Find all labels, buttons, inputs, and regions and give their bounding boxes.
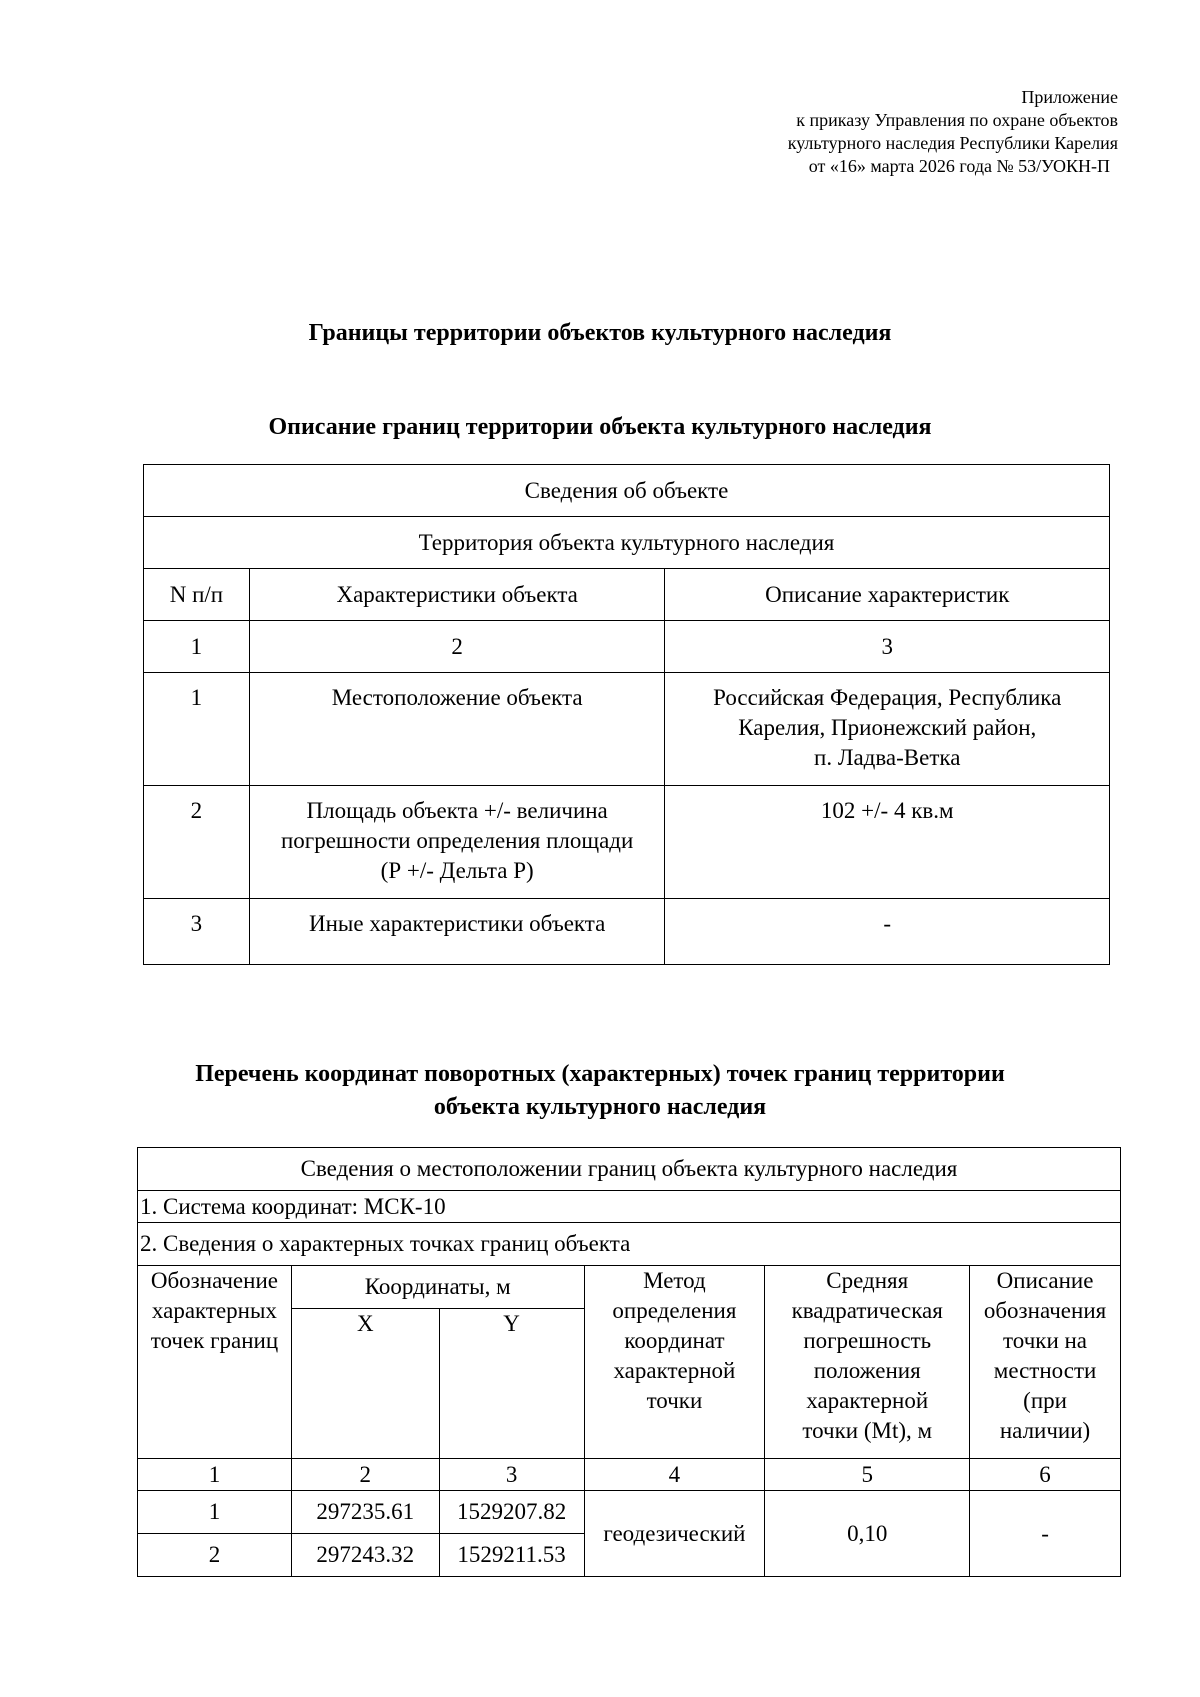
header-line: координат — [624, 1328, 725, 1353]
row-number: 1 — [144, 673, 250, 786]
column-header-accuracy — [765, 1266, 970, 1459]
header-line: (при — [1023, 1388, 1067, 1413]
header-line: характерных — [151, 1298, 277, 1323]
point-x: 297235.61 — [291, 1491, 439, 1534]
method-cell: геодезический — [584, 1491, 765, 1577]
header-line: наличии) — [999, 1418, 1091, 1443]
header-line: положения — [813, 1358, 921, 1383]
point-id: 1 — [138, 1491, 292, 1534]
column-number: 1 — [144, 621, 250, 673]
row-number: 3 — [144, 899, 250, 965]
cell-line: (Р +/- Дельта Р) — [380, 858, 534, 883]
column-header-description — [970, 1266, 1121, 1459]
header-line: Описание — [996, 1268, 1094, 1293]
cell-line: Иные характеристики объекта — [309, 911, 606, 936]
column-number: 3 — [439, 1459, 584, 1491]
cell-line: Площадь объекта +/- величина — [306, 798, 608, 823]
description-cell — [665, 786, 1110, 899]
characteristic-cell — [249, 673, 665, 786]
page-title: Границы территории объектов культурного наследия — [308, 320, 892, 346]
column-number: 6 — [970, 1459, 1121, 1491]
column-header-designation — [138, 1266, 292, 1459]
column-header: N п/п — [144, 569, 250, 621]
header-line: погрешность — [803, 1328, 932, 1353]
header-line: точки на — [1003, 1328, 1088, 1353]
points-header: 2. Сведения о характерных точках границ объекта — [138, 1223, 1121, 1266]
header-line: обозначения — [983, 1298, 1107, 1323]
header-line: местности — [993, 1358, 1097, 1383]
cell-line: Российская Федерация, Республика — [713, 685, 1062, 710]
appendix-line: от «16» марта 2026 года № 53/УОКН-П — [808, 156, 1110, 176]
column-header-method — [584, 1266, 765, 1459]
appendix-line: к приказу Управления по охране объектов — [796, 110, 1118, 130]
column-header: Характеристики объекта — [249, 569, 665, 621]
column-number: 4 — [584, 1459, 765, 1491]
header-line: точек границ — [150, 1328, 279, 1353]
table-header: Сведения об объекте — [144, 465, 1110, 517]
header-line: точки — [646, 1388, 703, 1413]
appendix-line: Приложение — [1021, 87, 1118, 107]
object-info-table — [143, 464, 1110, 965]
column-number: 3 — [665, 621, 1110, 673]
column-header: Описание характеристик — [665, 569, 1110, 621]
header-line: точки (Mt), м — [802, 1418, 933, 1443]
cell-line: погрешности определения площади — [280, 828, 634, 853]
header-line: характерной — [613, 1358, 736, 1383]
header-line: Средняя — [826, 1268, 909, 1293]
title-line: Перечень координат поворотных (характерных) точек границ территории — [195, 1061, 1005, 1087]
row-number: 2 — [144, 786, 250, 899]
coordinate-system: 1. Система координат: МСК-10 — [138, 1191, 1121, 1223]
column-header-y: Y — [439, 1309, 584, 1459]
title-line: объекта культурного наследия — [433, 1094, 767, 1120]
section-title-description: Описание границ территории объекта культурного наследия — [268, 414, 932, 440]
appendix-line: культурного наследия Республики Карелия — [787, 133, 1118, 153]
point-y: 1529207.82 — [439, 1491, 584, 1534]
cell-line: п. Ладва-Ветка — [814, 745, 961, 770]
cell-line: Местоположение объекта — [331, 685, 583, 710]
table-header: Сведения о местоположении границ объекта культурного наследия — [138, 1148, 1121, 1191]
point-y: 1529211.53 — [439, 1534, 584, 1577]
cell-line: Карелия, Прионежский район, — [738, 715, 1037, 740]
header-line: Метод — [643, 1268, 706, 1293]
point-x: 297243.32 — [291, 1534, 439, 1577]
header-line: характерной — [806, 1388, 929, 1413]
header-line: определения — [612, 1298, 737, 1323]
header-line: квадратическая — [791, 1298, 943, 1323]
coordinates-table — [137, 1147, 1121, 1577]
header-line: Обозначение — [150, 1268, 278, 1293]
point-id: 2 — [138, 1534, 292, 1577]
column-number: 5 — [765, 1459, 970, 1491]
appendix-block — [598, 86, 1118, 178]
column-number: 1 — [138, 1459, 292, 1491]
column-header-x: X — [291, 1309, 439, 1459]
characteristic-cell — [249, 786, 665, 899]
characteristic-cell — [249, 899, 665, 965]
column-header-coordinates: Координаты, м — [291, 1266, 584, 1309]
description-cell — [665, 899, 1110, 965]
section-title-coordinates — [0, 1058, 1200, 1124]
description-cell: - — [970, 1491, 1121, 1577]
accuracy-cell: 0,10 — [765, 1491, 970, 1577]
table-subheader: Территория объекта культурного наследия — [144, 517, 1110, 569]
column-number: 2 — [291, 1459, 439, 1491]
column-number: 2 — [249, 621, 665, 673]
cell-line: 102 +/- 4 кв.м — [820, 798, 954, 823]
cell-line: - — [883, 911, 892, 936]
description-cell — [665, 673, 1110, 786]
